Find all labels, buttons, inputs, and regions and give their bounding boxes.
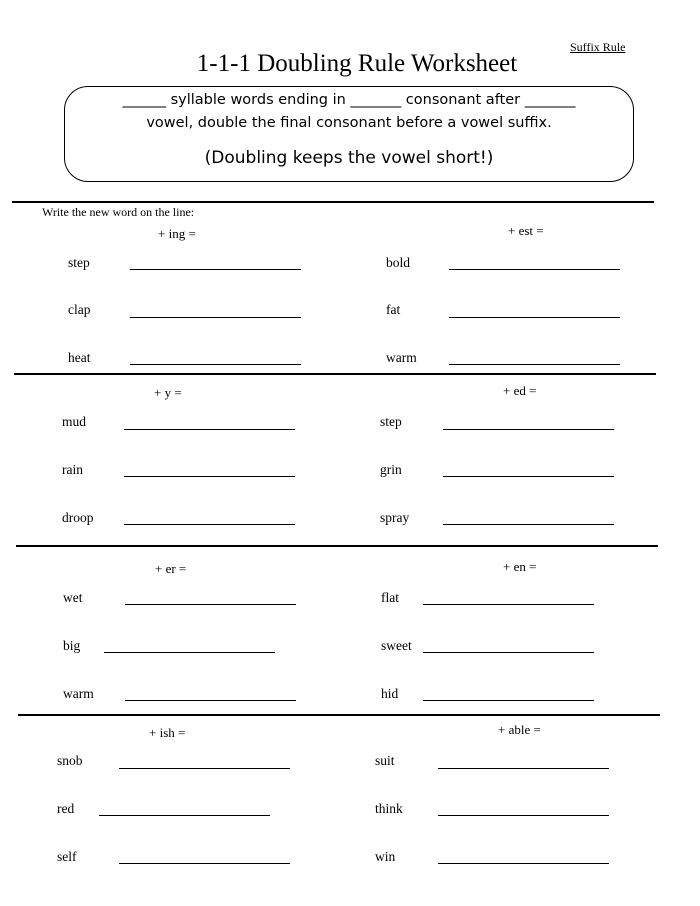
rule-line-2: vowel, double the final consonant before a vowel suffix. xyxy=(146,115,552,131)
word: grin xyxy=(380,462,402,477)
answer-line[interactable] xyxy=(124,476,295,477)
answer-line[interactable] xyxy=(104,652,275,653)
section-divider xyxy=(18,714,660,716)
page-title: 1-1-1 Doubling Rule Worksheet xyxy=(196,50,518,77)
section-divider xyxy=(14,373,656,375)
word: fat xyxy=(386,302,401,317)
section-divider xyxy=(12,201,654,203)
answer-line[interactable] xyxy=(130,317,301,318)
suffix-label: + ish = xyxy=(149,725,186,740)
answer-line[interactable] xyxy=(438,815,609,816)
answer-line[interactable] xyxy=(125,700,296,701)
rule-line-1: ______ syllable words ending in _______ consonant after _______ xyxy=(122,92,576,108)
answer-line[interactable] xyxy=(130,364,301,365)
answer-line[interactable] xyxy=(99,815,270,816)
suffix-label: + en = xyxy=(503,559,537,574)
suffix-label: + ing = xyxy=(158,226,196,241)
word: droop xyxy=(62,510,94,525)
word: bold xyxy=(386,255,411,270)
answer-line[interactable] xyxy=(423,652,594,653)
word: snob xyxy=(57,753,83,768)
section-divider xyxy=(16,545,658,547)
answer-line[interactable] xyxy=(124,524,295,525)
word: clap xyxy=(68,302,91,317)
word: mud xyxy=(62,414,87,429)
instructions: Write the new word on the line: xyxy=(42,205,195,219)
word: self xyxy=(57,849,77,864)
suffix-label: + able = xyxy=(498,722,541,737)
word: think xyxy=(375,801,403,816)
word: spray xyxy=(380,510,410,525)
word: hid xyxy=(381,686,399,701)
suffix-label: + est = xyxy=(508,223,544,238)
answer-line[interactable] xyxy=(125,604,296,605)
word: step xyxy=(68,255,90,270)
answer-line[interactable] xyxy=(423,604,594,605)
suffix-rule-link[interactable]: Suffix Rule xyxy=(570,40,626,54)
word: warm xyxy=(63,686,94,701)
answer-line[interactable] xyxy=(449,269,620,270)
suffix-label: + er = xyxy=(155,561,187,576)
answer-line[interactable] xyxy=(423,700,594,701)
answer-line[interactable] xyxy=(130,269,301,270)
answer-line[interactable] xyxy=(443,429,614,430)
answer-line[interactable] xyxy=(119,768,290,769)
answer-line[interactable] xyxy=(449,364,620,365)
answer-line[interactable] xyxy=(438,768,609,769)
word: win xyxy=(375,849,396,864)
word: suit xyxy=(375,753,395,768)
word: warm xyxy=(386,350,417,365)
word: rain xyxy=(62,462,83,477)
answer-line[interactable] xyxy=(443,476,614,477)
rule-line-3: (Doubling keeps the vowel short!) xyxy=(204,148,494,168)
answer-line[interactable] xyxy=(119,863,290,864)
word: wet xyxy=(63,590,83,605)
answer-line[interactable] xyxy=(438,863,609,864)
word: flat xyxy=(381,590,399,605)
suffix-label: + y = xyxy=(154,385,182,400)
answer-line[interactable] xyxy=(443,524,614,525)
word: big xyxy=(63,638,81,653)
suffix-label: + ed = xyxy=(503,383,537,398)
word: step xyxy=(380,414,402,429)
answer-line[interactable] xyxy=(449,317,620,318)
word: red xyxy=(57,801,75,816)
answer-line[interactable] xyxy=(124,429,295,430)
word: sweet xyxy=(381,638,412,653)
word: heat xyxy=(68,350,91,365)
